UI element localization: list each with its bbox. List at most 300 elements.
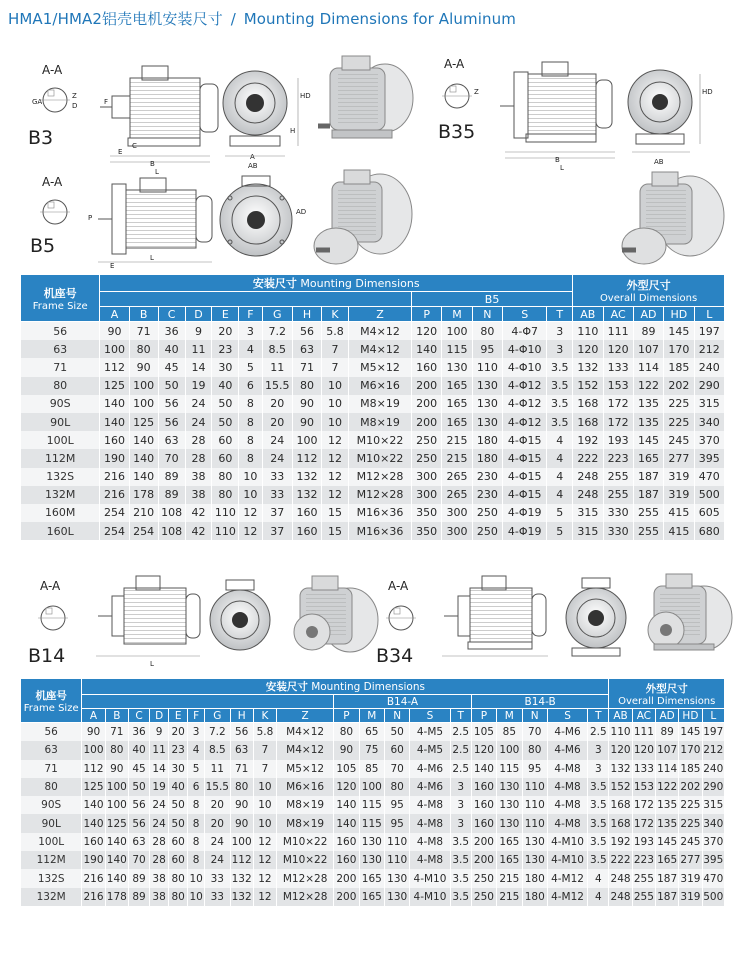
table-cell: 200 [411, 413, 441, 431]
table-cell: 12 [322, 431, 349, 449]
table-cell: 40 [212, 377, 239, 395]
table-cell: 216 [82, 869, 105, 887]
table-cell: 3.5 [450, 869, 471, 887]
table-cell: 100 [105, 796, 128, 814]
frame-size-cell: 160L [21, 522, 100, 540]
mounting-subheader-blank [82, 695, 334, 709]
table-cell: 230 [472, 486, 502, 504]
table-cell: 250 [472, 522, 502, 540]
table-cell: 80 [292, 377, 321, 395]
table-cell: 4 [547, 486, 573, 504]
table-cell: 4-Φ15 [503, 486, 547, 504]
table-cell: 4-Φ19 [503, 504, 547, 522]
column-header: G [205, 709, 230, 723]
table-cell: 11 [185, 340, 212, 358]
table-row [21, 504, 725, 522]
table-cell: 100 [359, 778, 384, 796]
table-cell: 4-M8 [410, 796, 450, 814]
b3-side-drawing [100, 66, 218, 176]
table-cell: 7.2 [262, 322, 292, 341]
table-cell: 190 [100, 449, 129, 467]
table-cell: 110 [472, 358, 502, 376]
table-cell: 172 [632, 796, 655, 814]
table-cell: 8 [188, 851, 205, 869]
table-cell: 180 [472, 449, 502, 467]
table-cell: 110 [212, 522, 239, 540]
table-cell: 130 [384, 888, 409, 906]
table-cell: 100 [100, 340, 129, 358]
table-row [21, 340, 725, 358]
table-cell: 12 [322, 486, 349, 504]
svg-text:HD: HD [702, 88, 713, 96]
table-cell: 145 [633, 431, 663, 449]
table-cell: 20 [262, 413, 292, 431]
table-cell: 36 [128, 723, 149, 742]
table-cell: 111 [603, 322, 633, 341]
table-cell: 4-Φ10 [503, 358, 547, 376]
table-cell: 255 [603, 468, 633, 486]
table-cell: 10 [253, 778, 276, 796]
table-cell: 4-Φ7 [503, 322, 547, 341]
table-cell: 110 [384, 851, 409, 869]
table-cell: 38 [150, 888, 169, 906]
b14-side-drawing [96, 576, 200, 668]
column-header: C [128, 709, 149, 723]
frame-size-cell: 160M [21, 504, 100, 522]
table-cell: 165 [442, 395, 472, 413]
table-cell: 28 [150, 833, 169, 851]
table-cell: 12 [253, 833, 276, 851]
table-cell: 140 [129, 431, 158, 449]
column-header: M [442, 307, 472, 322]
table-cell: 180 [472, 431, 502, 449]
table-cell: 120 [632, 741, 655, 759]
table-cell: 160 [411, 358, 441, 376]
table-cell: 3 [547, 340, 573, 358]
table-cell: 71 [105, 723, 128, 742]
table-cell: 187 [656, 888, 679, 906]
table-cell: 28 [185, 431, 212, 449]
bottom-drawings [0, 562, 750, 674]
table-cell: 114 [656, 760, 679, 778]
column-header: P [471, 709, 496, 723]
table-cell: 80 [472, 322, 502, 341]
svg-text:B: B [150, 160, 155, 168]
table-cell: 370 [694, 431, 724, 449]
table-cell: 145 [656, 833, 679, 851]
table-cell: 15 [322, 504, 349, 522]
table-cell: 4-M5 [410, 723, 450, 742]
table-cell: 50 [384, 723, 409, 742]
table-cell: M12×28 [348, 468, 411, 486]
b35-section-label: A-A [444, 57, 465, 71]
mounting-header: 安装尺寸 Mounting Dimensions [100, 275, 573, 292]
table-cell: 85 [497, 723, 522, 742]
svg-text:C: C [132, 142, 137, 150]
table-row [21, 888, 725, 906]
table-cell: 216 [82, 888, 105, 906]
table-cell: 12 [239, 504, 262, 522]
table-cell: 3.5 [547, 413, 573, 431]
frame-size-header: 机座号 Frame Size [21, 275, 100, 322]
table-cell: 277 [679, 851, 702, 869]
table-cell: 28 [185, 449, 212, 467]
table-cell: 315 [573, 522, 603, 540]
table-cell: 20 [205, 796, 230, 814]
table-cell: 319 [679, 888, 702, 906]
top-drawings [0, 38, 750, 268]
table-cell: 225 [679, 796, 702, 814]
table-cell: 15.5 [262, 377, 292, 395]
column-header: AD [633, 307, 663, 322]
table-cell: 110 [522, 814, 547, 832]
table-cell: 3.5 [450, 888, 471, 906]
table-cell: 20 [262, 395, 292, 413]
table-cell: 185 [664, 358, 694, 376]
title-en: Mounting Dimensions for Aluminum [243, 10, 516, 28]
frame-size-cell: 90S [21, 395, 100, 413]
table-cell: 130 [359, 851, 384, 869]
table-cell: 245 [664, 431, 694, 449]
table-cell: 470 [694, 468, 724, 486]
column-header: Z [348, 307, 411, 322]
table-cell: M8×19 [348, 413, 411, 431]
table-cell: 187 [633, 468, 663, 486]
b35-side-drawing [500, 62, 615, 172]
table-cell: 165 [359, 869, 384, 887]
table-cell: 19 [150, 778, 169, 796]
table-cell: 160 [471, 778, 496, 796]
table-cell: 65 [359, 723, 384, 742]
table-cell: 7 [322, 340, 349, 358]
table-cell: 200 [411, 377, 441, 395]
table-cell: 3.5 [450, 851, 471, 869]
column-header: AC [603, 307, 633, 322]
table-cell: 12 [253, 851, 276, 869]
table-cell: 165 [442, 377, 472, 395]
table-cell: 95 [522, 760, 547, 778]
table-cell: 605 [694, 504, 724, 522]
table-cell: 250 [411, 449, 441, 467]
svg-text:GA: GA [32, 98, 43, 106]
table-cell: 130 [384, 869, 409, 887]
table-cell: 115 [442, 340, 472, 358]
table-cell: 193 [632, 833, 655, 851]
table-cell: 290 [694, 377, 724, 395]
overall-header: 外型尺寸 Overall Dimensions [609, 679, 725, 709]
column-header: S [547, 709, 587, 723]
table-cell: 115 [497, 760, 522, 778]
table-cell: 80 [522, 741, 547, 759]
table-cell: 3.5 [450, 833, 471, 851]
column-header: HD [664, 307, 694, 322]
svg-text:D: D [72, 102, 78, 110]
table-cell: 70 [522, 723, 547, 742]
table-cell: 140 [105, 833, 128, 851]
svg-text:A: A [250, 153, 255, 161]
table-cell: 4 [239, 340, 262, 358]
overall-header: 外型尺寸 Overall Dimensions [573, 275, 725, 307]
b5-section-view [40, 175, 70, 224]
table-row [21, 358, 725, 376]
table-cell: 4-M8 [547, 814, 587, 832]
table-row [21, 522, 725, 540]
table-cell: 12 [239, 522, 262, 540]
b5-section-label: A-A [42, 175, 63, 189]
table-cell: 2.5 [450, 760, 471, 778]
table-cell: 140 [82, 796, 105, 814]
table-cell: 165 [442, 413, 472, 431]
table-cell: 330 [603, 522, 633, 540]
table-cell: 255 [632, 869, 655, 887]
svg-text:E: E [110, 262, 115, 268]
b5-label: B5 [30, 235, 56, 257]
table-cell: 70 [384, 760, 409, 778]
frame-size-cell: 71 [21, 358, 100, 376]
column-header: F [239, 307, 262, 322]
table-cell: 248 [573, 486, 603, 504]
table-cell: 140 [100, 395, 129, 413]
table-cell: 42 [185, 504, 212, 522]
table-body [21, 322, 725, 541]
b14-section-view [38, 579, 68, 630]
table-cell: 100 [230, 833, 253, 851]
table-cell: 11 [150, 741, 169, 759]
table-cell: 4-M10 [410, 888, 450, 906]
table-cell: 107 [633, 340, 663, 358]
table-cell: 140 [100, 413, 129, 431]
table-cell: 30 [212, 358, 239, 376]
table-cell: 200 [411, 395, 441, 413]
b3-b35-b5-dimensions-table [20, 274, 725, 540]
table-cell: M10×22 [277, 851, 334, 869]
table-cell: 222 [609, 851, 632, 869]
b14-label: B14 [28, 645, 66, 667]
table-cell: 125 [100, 377, 129, 395]
table-cell: 100 [129, 395, 158, 413]
table-cell: 197 [694, 322, 724, 341]
table-cell: 122 [633, 377, 663, 395]
table-cell: 152 [609, 778, 632, 796]
table-cell: 33 [205, 888, 230, 906]
table-cell: 23 [212, 340, 239, 358]
column-header: HD [679, 709, 702, 723]
column-header: E [212, 307, 239, 322]
table-cell: 254 [100, 522, 129, 540]
column-header: N [472, 307, 502, 322]
b3-section-view [32, 63, 77, 112]
svg-text:L: L [150, 660, 154, 668]
table-cell: 42 [185, 522, 212, 540]
table-cell: 185 [679, 760, 702, 778]
table-cell: M4×12 [277, 723, 334, 742]
table-cell: 153 [632, 778, 655, 796]
table-cell: 89 [158, 486, 185, 504]
table-cell: 140 [82, 814, 105, 832]
table-cell: 110 [573, 322, 603, 341]
table-cell: 100 [129, 377, 158, 395]
table-cell: M8×19 [277, 796, 334, 814]
mounting-header: 安装尺寸 Mounting Dimensions [82, 679, 609, 695]
table-cell: 170 [664, 340, 694, 358]
table-cell: 3.5 [588, 778, 609, 796]
table-cell: 130 [472, 395, 502, 413]
table-cell: 265 [442, 468, 472, 486]
table-cell: M8×19 [277, 814, 334, 832]
table-cell: 130 [359, 833, 384, 851]
column-header: P [334, 709, 359, 723]
frame-size-cell: 112M [21, 449, 100, 467]
table-cell: 50 [169, 796, 188, 814]
table-cell: 300 [442, 504, 472, 522]
column-headers [21, 709, 725, 723]
table-cell: 111 [632, 723, 655, 742]
b14-front-drawing [210, 580, 270, 650]
table-cell: 112 [100, 358, 129, 376]
table-cell: 160 [334, 851, 359, 869]
table-cell: 4-Φ15 [503, 431, 547, 449]
table-cell: 50 [169, 814, 188, 832]
column-header: M [497, 709, 522, 723]
table-cell: 15.5 [205, 778, 230, 796]
column-header: S [410, 709, 450, 723]
table-cell: 3.5 [588, 851, 609, 869]
table-cell: 80 [105, 741, 128, 759]
table-row [21, 431, 725, 449]
table-cell: 108 [158, 504, 185, 522]
table-cell: 255 [603, 486, 633, 504]
frame-size-cell: 71 [21, 760, 82, 778]
frame-size-header: 机座号 Frame Size [21, 679, 82, 723]
column-header: H [292, 307, 321, 322]
table-cell: 71 [230, 760, 253, 778]
table-cell: 14 [185, 358, 212, 376]
table-cell: 4-Φ15 [503, 468, 547, 486]
svg-text:Z: Z [474, 88, 479, 96]
table-cell: M4×12 [348, 322, 411, 341]
table-cell: 5.8 [322, 322, 349, 341]
table-cell: 212 [702, 741, 724, 759]
table-cell: 340 [702, 814, 724, 832]
table-row [21, 395, 725, 413]
table-cell: 4-M8 [410, 833, 450, 851]
table-cell: 3.5 [588, 814, 609, 832]
table-cell: 330 [603, 504, 633, 522]
column-header: Z [277, 709, 334, 723]
table-cell: 4-M6 [547, 741, 587, 759]
table-cell: 7 [253, 741, 276, 759]
table-cell: 265 [442, 486, 472, 504]
table-cell: 80 [384, 778, 409, 796]
table-cell: 7.2 [205, 723, 230, 742]
table-cell: 50 [212, 395, 239, 413]
b5-side-drawing [88, 178, 212, 268]
table-cell: M12×28 [348, 486, 411, 504]
b35-motor-photo [622, 172, 724, 264]
table-cell: 38 [150, 869, 169, 887]
column-header: T [547, 307, 573, 322]
table-cell: 70 [128, 851, 149, 869]
table-cell: 24 [150, 814, 169, 832]
table-row [21, 377, 725, 395]
table-cell: 222 [573, 449, 603, 467]
table-cell: 140 [105, 851, 128, 869]
table-cell: 63 [128, 833, 149, 851]
table-cell: 4-M10 [547, 851, 587, 869]
table-cell: 132 [609, 760, 632, 778]
table-cell: 255 [633, 522, 663, 540]
frame-size-cell: 132M [21, 486, 100, 504]
table-cell: M10×22 [348, 449, 411, 467]
table-row [21, 833, 725, 851]
table-cell: 19 [185, 377, 212, 395]
svg-text:AD: AD [296, 208, 307, 216]
table-cell: 230 [472, 468, 502, 486]
table-cell: 56 [128, 796, 149, 814]
table-cell: 202 [679, 778, 702, 796]
table-cell: 71 [129, 322, 158, 341]
table-cell: 4-M8 [547, 796, 587, 814]
b3-section-label: A-A [42, 63, 63, 77]
table-cell: 120 [411, 322, 441, 341]
table-cell: 110 [522, 796, 547, 814]
table-cell: 4-M5 [410, 741, 450, 759]
b14-section-label: A-A [40, 579, 61, 593]
table-cell: 160 [82, 833, 105, 851]
table-cell: 37 [262, 522, 292, 540]
table-cell: M5×12 [277, 760, 334, 778]
table-cell: 240 [702, 760, 724, 778]
table-cell: 132 [230, 888, 253, 906]
column-header: AB [573, 307, 603, 322]
table-cell: 9 [150, 723, 169, 742]
column-header: L [702, 709, 724, 723]
table-cell: 8 [188, 796, 205, 814]
table-cell: 90 [292, 413, 321, 431]
table-cell: 40 [169, 778, 188, 796]
table-row [21, 869, 725, 887]
table-cell: 6 [188, 778, 205, 796]
table-cell: 50 [128, 778, 149, 796]
table-row [21, 778, 725, 796]
table-cell: 319 [679, 869, 702, 887]
table-cell: 24 [262, 449, 292, 467]
table-cell: 225 [664, 395, 694, 413]
table-cell: 95 [384, 814, 409, 832]
table-cell: 130 [522, 833, 547, 851]
table-cell: 3 [239, 322, 262, 341]
table-row [21, 851, 725, 869]
table-cell: 20 [205, 814, 230, 832]
table-cell: 75 [359, 741, 384, 759]
table-cell: 3.5 [547, 358, 573, 376]
table-cell: 4 [588, 869, 609, 887]
table-cell: 9 [185, 322, 212, 341]
table-cell: 255 [633, 504, 663, 522]
table-cell: 10 [253, 796, 276, 814]
table-cell: 56 [158, 395, 185, 413]
table-row [21, 741, 725, 759]
table-cell: 38 [185, 486, 212, 504]
table-cell: 168 [609, 814, 632, 832]
bottom-drawings-svg [0, 562, 750, 674]
table-cell: 315 [573, 504, 603, 522]
table-cell: 90 [230, 814, 253, 832]
column-header: N [522, 709, 547, 723]
table-cell: 36 [158, 322, 185, 341]
table-row [21, 760, 725, 778]
b34-side-drawing [442, 576, 548, 656]
